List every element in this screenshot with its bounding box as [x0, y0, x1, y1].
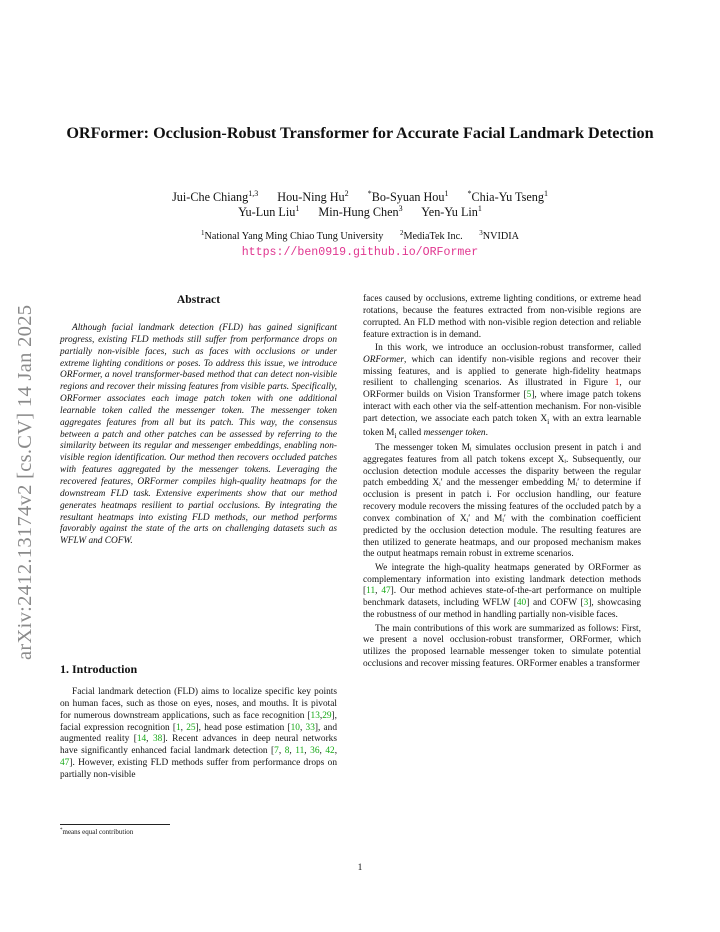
citation-link[interactable]: 25 — [186, 722, 196, 733]
citation-link[interactable]: 8 — [284, 746, 290, 757]
citation-link[interactable]: 47 — [381, 586, 391, 597]
citation-link[interactable]: 36 — [310, 746, 320, 757]
citation-link[interactable]: 11 — [295, 746, 305, 757]
affiliations — [60, 230, 660, 243]
footnote: *means equal contribution — [60, 828, 134, 836]
right-column-text — [363, 294, 641, 671]
citation-link[interactable]: 42 — [325, 746, 335, 757]
author-row-1 — [60, 190, 660, 205]
page-number: 1 — [357, 863, 363, 873]
author: *Bo-Syuan Hou$^1$ — [367, 189, 449, 204]
abstract-heading: Abstract — [176, 293, 221, 306]
affiliation: $^3$NVIDIA — [479, 229, 519, 242]
affiliation: $^1$National Yang Ming Chiao Tung University — [201, 229, 384, 242]
paragraph: We integrate the high-quality heatmaps generated by ORFormer as complementary information into existing landmark detection methods [11, 47]. Our method achieves state-of-the-art performance on multiple benchmark datasets, including WFLW [40] and COFW [3], showcasing the robustness of our method in handling partially non-visible faces. — [363, 562, 641, 621]
citation-link[interactable]: 38 — [152, 734, 163, 745]
citation-link[interactable]: 5 — [526, 390, 532, 401]
author-row-2 — [60, 205, 660, 220]
affiliation: $^2$MediaTek Inc. — [399, 229, 463, 242]
citation-link[interactable]: 40 — [516, 598, 527, 609]
citation-link[interactable]: 14 — [136, 734, 147, 745]
author: Jui-Che Chiang$^{1,3}$ — [172, 189, 259, 204]
figure-link[interactable]: 1 — [614, 378, 620, 389]
paper-title: ORFormer: Occlusion-Robust Transformer for Accurate Facial Landmark Detection — [66, 124, 654, 142]
author: Min-Hung Chen$^3$ — [318, 204, 403, 219]
section-heading-introduction: 1. Introduction — [60, 662, 138, 676]
footnote-divider — [60, 824, 170, 825]
citation-link[interactable]: 33 — [305, 722, 315, 733]
citation-link[interactable]: 3 — [583, 598, 589, 609]
author: Hou-Ning Hu$^2$ — [277, 189, 349, 204]
citation-link[interactable]: 1 — [175, 722, 181, 733]
author: Yu-Lun Liu$^1$ — [238, 204, 300, 219]
citation-link[interactable]: 29 — [322, 710, 332, 721]
author: Yen-Yu Lin$^1$ — [421, 204, 482, 219]
paragraph: faces caused by occlusions, extreme lighting conditions, or extreme head rotations, because the features extracted from non-visible regions are corrupted. An FLD method with non-visible region detection and reliable feature extraction is in demand. — [363, 294, 641, 340]
citation-link[interactable]: 7 — [274, 746, 279, 757]
paragraph: In this work, we introduce an occlusion-robust transformer, called ORFormer, which can identify non-visible regions and recover their missing features, and is applied to generate high-fidelity heatmaps resilient to challenging scenarios. As illustrated in Figure 1, our ORFormer builds on Vision Transformer [5], where image patch tokens interact with each other via the self-attention mechanism. For non-visible part detection, we associate each patch token $X_i$ with an extra learnable token $M_i$ called messenger token. — [363, 342, 642, 440]
abstract-text: Although facial landmark detection (FLD) has gained significant progress, existing FLD methods still suffer from performance drops on partially non-visible faces, such as faces with occlusions or under extreme lighting conditions or poses. To address this issue, we introduce ORFormer, a novel transformer-based method that can detect non-visible regions and recover their missing features from visible parts. Specifically, ORFormer associates each image patch token with one additional learnable token called the messenger token. The messenger token aggregates features from all but its patch. This way, the consensus between a patch and other patches can be assessed by referring to the similarity between its regular and messenger embeddings, enabling non-visible region identification. Our method then recovers occluded patches with features aggregated by the messenger tokens. Leveraging the recovered features, ORFormer compiles high-quality heatmaps for the downstream FLD task. Extensive experiments show that our method generates heatmaps resilient to partial occlusions. By integrating the resultant heatmaps into existing FLD methods, our method performs favorably against the state of the arts on challenging datasets such as WFLW and COFW. — [60, 323, 337, 547]
citation-link[interactable]: 11 — [366, 586, 376, 597]
author-list — [60, 190, 660, 220]
paragraph: The main contributions of this work are summarized as follows: First, we present a novel occlusion-robust transformer, ORFormer, which utilizes the proposed learnable messenger token to simulate potential occlusions and recover missing features. ORFormer enables a transformer — [363, 623, 641, 670]
introduction-paragraph: Facial landmark detection (FLD) aims to localize specific key points on human faces, such as those on eyes, noses, and mouths. It is pivotal for numerous downstream applications, such as face recognition [13,29], facial expression recognition [1, 25], head pose estimation [10, 33], and augmented reality [14, 38]. Recent advances in deep neural networks have significantly enhanced facial landmark detection [7, 8, 11, 36, 42, 47]. However, existing FLD methods suffer from performance drops on partially non-visible — [60, 687, 338, 780]
paragraph: The messenger token Mᵢ simulates occlusion present in patch i and aggregates features from all patch tokens except Xᵢ. Subsequently, our occlusion detection module accesses the disparity between the regular patch embedding Xᵢ′ and the messenger embedding Mᵢ′ to determine if occlusion is present in patch i. For occlusion handling, our feature recovery module recovers the missing features of the occluded patch by a convex combination of Xᵢ′ and Mᵢ′ with the combination coefficient predicted by the occlusion detection module. The resulting features are then utilized to generate heatmaps, and our proposed mechanism makes the output heatmaps remain robust in extreme scenarios. — [363, 442, 641, 560]
citation-link[interactable]: 10 — [290, 722, 300, 733]
arxiv-identifier: arXiv:2412.13174v2 [cs.CV] 14 Jan 2025 — [14, 304, 36, 660]
author: *Chia-Yu Tseng$^1$ — [467, 189, 548, 204]
citation-link[interactable]: 47 — [60, 758, 70, 769]
citation-link[interactable]: 13 — [310, 710, 320, 721]
project-url-link[interactable]: https://ben0919.github.io/ORFormer — [241, 246, 479, 259]
